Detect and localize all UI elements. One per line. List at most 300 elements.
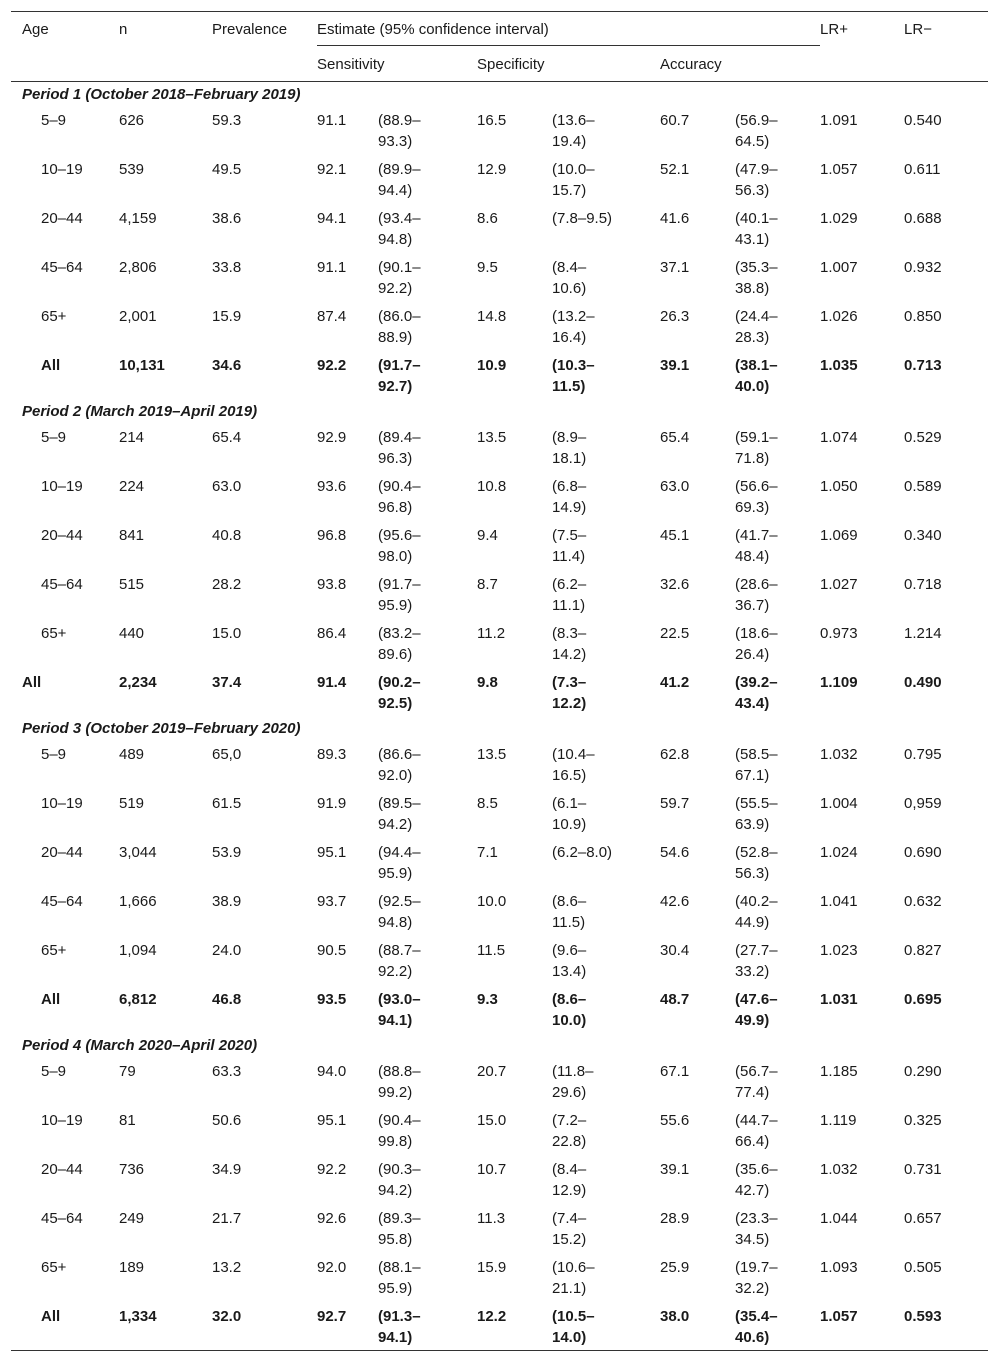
sens-ci-cell	[378, 203, 477, 252]
n-cell: 249	[119, 1210, 145, 1227]
prev-cell: 38.9	[212, 893, 242, 910]
ci-upper: 11.5)	[552, 378, 586, 395]
prev-cell: 50.6	[212, 1112, 242, 1129]
sens-cell: 91.4	[317, 674, 347, 691]
ci-upper: 34.5)	[735, 1231, 770, 1248]
lrn-cell: 0.695	[904, 991, 942, 1008]
n-cell: 539	[119, 161, 145, 178]
sens-cell: 93.8	[317, 576, 347, 593]
prev-cell: 34.6	[212, 357, 242, 374]
table-row	[11, 520, 988, 569]
ci-upper: 33.2)	[735, 963, 770, 980]
n-cell: 10,131	[119, 357, 165, 374]
age-cell: 20–44	[41, 1161, 83, 1178]
spec-cell: 10.0	[477, 893, 507, 910]
sens-cell: 92.2	[317, 357, 347, 374]
sens-ci-cell	[378, 1056, 477, 1105]
ci-upper: 88.9)	[378, 329, 413, 346]
period-header-row	[11, 1033, 988, 1056]
ci-upper: 44.9)	[735, 914, 770, 931]
ci-lower: (38.1–	[735, 357, 778, 374]
table-row	[11, 788, 988, 837]
sens-cell: 90.5	[317, 942, 347, 959]
ci-lower: (90.2–	[378, 674, 421, 691]
lrp-cell: 1.050	[820, 478, 858, 495]
col-header-sensitivity: Sensitivity	[317, 56, 385, 73]
lrp-cell: 1.074	[820, 429, 858, 446]
acc-ci-cell	[735, 471, 820, 520]
age-cell: All	[41, 991, 61, 1008]
table-row	[11, 886, 988, 935]
acc-cell: 22.5	[660, 625, 690, 642]
ci-upper: 96.3)	[378, 450, 413, 467]
ci-lower: (91.7–	[378, 576, 421, 593]
acc-ci-cell	[735, 1203, 820, 1252]
n-cell: 440	[119, 625, 145, 642]
n-cell: 224	[119, 478, 145, 495]
n-cell: 841	[119, 527, 145, 544]
sens-cell: 91.1	[317, 259, 347, 276]
ci-lower: (91.3–	[378, 1308, 421, 1325]
lrp-cell: 1.069	[820, 527, 858, 544]
ci-upper: 11.1)	[552, 597, 586, 614]
sens-cell: 87.4	[317, 308, 347, 325]
lrn-cell: 0.690	[904, 844, 942, 861]
period-label: Period 1 (October 2018–February 2019)	[22, 86, 301, 103]
age-cell: 5–9	[41, 1063, 67, 1080]
sens-ci-cell	[378, 350, 477, 399]
ci-lower: (89.9–	[378, 161, 421, 178]
table-row	[11, 471, 988, 520]
prev-cell: 32.0	[212, 1308, 242, 1325]
lrp-cell: 1.027	[820, 576, 858, 593]
table-row	[11, 984, 988, 1033]
sens-cell: 86.4	[317, 625, 347, 642]
ci-upper: 94.2)	[378, 816, 413, 833]
spec-cell: 11.5	[477, 942, 506, 959]
ci-upper: 92.2)	[378, 963, 413, 980]
table-row	[11, 1056, 988, 1105]
acc-ci-cell	[735, 520, 820, 569]
spec-ci-cell	[552, 154, 660, 203]
prev-cell: 38.6	[212, 210, 242, 227]
ci-upper: 92.5)	[378, 695, 413, 712]
age-cell: 10–19	[41, 1112, 83, 1129]
ci-upper: 42.7)	[735, 1182, 770, 1199]
col-header-n: n	[119, 21, 128, 38]
lrp-cell: 1.119	[820, 1112, 857, 1129]
col-header-age: Age	[22, 21, 49, 38]
n-cell: 1,094	[119, 942, 157, 959]
acc-cell: 39.1	[660, 1161, 690, 1178]
ci-lower: (52.8–	[735, 844, 778, 861]
sens-cell: 94.0	[317, 1063, 347, 1080]
table-row	[11, 301, 988, 350]
ci-upper: 94.1)	[378, 1012, 413, 1029]
spec-ci-cell	[552, 935, 660, 984]
age-cell: All	[41, 1308, 61, 1325]
ci-lower: (88.7–	[378, 942, 421, 959]
ci-lower: (89.5–	[378, 795, 421, 812]
ci-lower: (19.7–	[735, 1259, 778, 1276]
sens-cell: 92.9	[317, 429, 347, 446]
lrp-cell: 1.007	[820, 259, 858, 276]
ci-lower: (55.5–	[735, 795, 778, 812]
ci-upper: 40.6)	[735, 1329, 770, 1346]
acc-cell: 25.9	[660, 1259, 690, 1276]
lrp-cell: 0.973	[820, 625, 858, 642]
sens-ci-cell	[378, 301, 477, 350]
table-row	[11, 105, 988, 154]
acc-ci-cell	[735, 252, 820, 301]
lrp-cell: 1.109	[820, 674, 858, 691]
acc-cell: 30.4	[660, 942, 690, 959]
ci-lower: (90.3–	[378, 1161, 421, 1178]
ci-upper: 43.1)	[735, 231, 770, 248]
acc-ci-cell	[735, 618, 820, 667]
spec-ci-cell	[552, 203, 660, 252]
ci-lower: (59.1–	[735, 429, 778, 446]
sens-ci-cell	[378, 1154, 477, 1203]
n-cell: 736	[119, 1161, 145, 1178]
ci-upper: 10.0)	[552, 1012, 587, 1029]
table-row	[11, 350, 988, 399]
ci-lower: (92.5–	[378, 893, 421, 910]
sens-cell: 89.3	[317, 746, 347, 763]
spec-ci-cell	[552, 984, 660, 1033]
prev-cell: 49.5	[212, 161, 242, 178]
sens-ci-cell	[378, 471, 477, 520]
prev-cell: 65,0	[212, 746, 242, 763]
table-row	[11, 1252, 988, 1301]
table-row	[11, 1154, 988, 1203]
period-label: Period 2 (March 2019–April 2019)	[22, 403, 258, 420]
acc-cell: 48.7	[660, 991, 690, 1008]
n-cell: 489	[119, 746, 145, 763]
table-row	[11, 569, 988, 618]
table-row	[11, 422, 988, 471]
col-header-lr-neg: LR−	[904, 21, 932, 38]
spec-cell: 15.9	[477, 1259, 507, 1276]
ci-lower: (6.2–8.0)	[552, 844, 613, 861]
spec-ci-cell	[552, 471, 660, 520]
ci-lower: (8.6–	[552, 991, 587, 1008]
spec-ci-cell	[552, 520, 660, 569]
acc-ci-cell	[735, 422, 820, 471]
prev-cell: 28.2	[212, 576, 242, 593]
ci-lower: (90.4–	[378, 1112, 421, 1129]
n-cell: 1,334	[119, 1308, 157, 1325]
sens-ci-cell	[378, 154, 477, 203]
ci-upper: 43.4)	[735, 695, 770, 712]
age-cell: 5–9	[41, 746, 67, 763]
acc-cell: 32.6	[660, 576, 690, 593]
ci-lower: (35.3–	[735, 259, 778, 276]
ci-upper: 29.6)	[552, 1084, 587, 1101]
sens-cell: 95.1	[317, 844, 347, 861]
lrp-cell: 1.041	[820, 893, 858, 910]
n-cell: 2,234	[119, 674, 157, 691]
ci-upper: 95.9)	[378, 597, 413, 614]
ci-upper: 69.3)	[735, 499, 770, 516]
acc-cell: 63.0	[660, 478, 690, 495]
ci-lower: (90.1–	[378, 259, 421, 276]
age-cell: All	[22, 674, 42, 691]
period-header-row	[11, 716, 988, 739]
acc-ci-cell	[735, 154, 820, 203]
period-label: Period 4 (March 2020–April 2020)	[22, 1037, 258, 1054]
lrn-cell: 0.827	[904, 942, 942, 959]
ci-lower: (88.8–	[378, 1063, 421, 1080]
ci-lower: (41.7–	[735, 527, 778, 544]
spec-cell: 9.4	[477, 527, 498, 544]
sens-ci-cell	[378, 984, 477, 1033]
age-cell: 45–64	[41, 893, 83, 910]
ci-upper: 77.4)	[735, 1084, 770, 1101]
lrp-cell: 1.091	[820, 112, 858, 129]
ci-upper: 28.3)	[735, 329, 770, 346]
ci-lower: (35.6–	[735, 1161, 778, 1178]
results-table-container	[11, 11, 988, 1351]
lrp-cell: 1.032	[820, 1161, 858, 1178]
lrn-cell: 0.325	[904, 1112, 942, 1129]
ci-lower: (89.4–	[378, 429, 421, 446]
ci-lower: (56.7–	[735, 1063, 778, 1080]
acc-ci-cell	[735, 984, 820, 1033]
acc-cell: 54.6	[660, 844, 690, 861]
lrp-cell: 1.035	[820, 357, 858, 374]
ci-lower: (18.6–	[735, 625, 778, 642]
acc-ci-cell	[735, 569, 820, 618]
acc-cell: 45.1	[660, 527, 690, 544]
acc-cell: 28.9	[660, 1210, 690, 1227]
spec-cell: 20.7	[477, 1063, 507, 1080]
age-cell: 65+	[41, 625, 67, 642]
acc-ci-cell	[735, 1252, 820, 1301]
ci-lower: (8.6–	[552, 893, 587, 910]
spec-ci-cell	[552, 667, 660, 716]
lrn-cell: 0.593	[904, 1308, 942, 1325]
acc-cell: 55.6	[660, 1112, 690, 1129]
n-cell: 515	[119, 576, 145, 593]
age-cell: All	[41, 357, 61, 374]
ci-lower: (90.4–	[378, 478, 421, 495]
ci-lower: (10.6–	[552, 1259, 595, 1276]
acc-cell: 52.1	[660, 161, 690, 178]
table-row	[11, 203, 988, 252]
ci-lower: (83.2–	[378, 625, 421, 642]
spec-cell: 15.0	[477, 1112, 507, 1129]
age-cell: 45–64	[41, 1210, 83, 1227]
ci-upper: 94.1)	[378, 1329, 413, 1346]
n-cell: 79	[119, 1063, 136, 1080]
spec-ci-cell	[552, 1203, 660, 1252]
table-row	[11, 837, 988, 886]
ci-lower: (7.5–	[552, 527, 587, 544]
lrn-cell: 0.731	[904, 1161, 942, 1178]
lrp-cell: 1.057	[820, 1308, 858, 1325]
ci-lower: (7.2–	[552, 1112, 587, 1129]
results-table	[11, 11, 988, 1351]
acc-ci-cell	[735, 105, 820, 154]
ci-lower: (39.2–	[735, 674, 778, 691]
ci-lower: (93.0–	[378, 991, 421, 1008]
lrn-cell: 0.657	[904, 1210, 942, 1227]
sens-cell: 92.7	[317, 1308, 347, 1325]
acc-cell: 59.7	[660, 795, 690, 812]
ci-upper: 71.8)	[735, 450, 770, 467]
spec-ci-cell	[552, 739, 660, 788]
ci-upper: 99.2)	[378, 1084, 413, 1101]
table-row	[11, 1301, 988, 1351]
ci-lower: (13.6–	[552, 112, 595, 129]
sens-ci-cell	[378, 1252, 477, 1301]
ci-upper: 92.7)	[378, 378, 413, 395]
ci-lower: (10.3–	[552, 357, 595, 374]
prev-cell: 15.0	[212, 625, 242, 642]
age-cell: 10–19	[41, 478, 83, 495]
sens-ci-cell	[378, 739, 477, 788]
spec-cell: 8.5	[477, 795, 498, 812]
prev-cell: 37.4	[212, 674, 242, 691]
lrn-cell: 0.589	[904, 478, 942, 495]
prev-cell: 61.5	[212, 795, 242, 812]
prev-cell: 34.9	[212, 1161, 242, 1178]
spec-cell: 12.2	[477, 1308, 507, 1325]
sens-ci-cell	[378, 105, 477, 154]
spec-cell: 9.8	[477, 674, 498, 691]
age-cell: 65+	[41, 1259, 67, 1276]
lrp-cell: 1.057	[820, 161, 858, 178]
acc-ci-cell	[735, 1105, 820, 1154]
ci-upper: 96.8)	[378, 499, 413, 516]
ci-upper: 21.1)	[552, 1280, 587, 1297]
sens-cell: 91.1	[317, 112, 347, 129]
spec-cell: 9.3	[477, 991, 498, 1008]
ci-upper: 38.8)	[735, 280, 770, 297]
spec-cell: 8.6	[477, 210, 498, 227]
sens-ci-cell	[378, 618, 477, 667]
acc-cell: 37.1	[660, 259, 690, 276]
ci-lower: (58.5–	[735, 746, 778, 763]
ci-upper: 16.4)	[552, 329, 587, 346]
n-cell: 4,159	[119, 210, 157, 227]
ci-upper: 67.1)	[735, 767, 770, 784]
sens-cell: 93.7	[317, 893, 347, 910]
ci-lower: (35.4–	[735, 1308, 778, 1325]
table-row	[11, 1105, 988, 1154]
ci-lower: (47.9–	[735, 161, 778, 178]
ci-lower: (10.4–	[552, 746, 595, 763]
ci-upper: 22.8)	[552, 1133, 587, 1150]
ci-lower: (40.2–	[735, 893, 778, 910]
n-cell: 2,806	[119, 259, 157, 276]
table-row	[11, 739, 988, 788]
spec-ci-cell	[552, 422, 660, 471]
age-cell: 20–44	[41, 210, 83, 227]
ci-lower: (7.4–	[552, 1210, 587, 1227]
ci-lower: (95.6–	[378, 527, 421, 544]
table-row	[11, 618, 988, 667]
ci-lower: (93.4–	[378, 210, 421, 227]
lrp-cell: 1.024	[820, 844, 858, 861]
ci-upper: 12.2)	[552, 695, 587, 712]
prev-cell: 65.4	[212, 429, 242, 446]
lrp-cell: 1.026	[820, 308, 858, 325]
period-label: Period 3 (October 2019–February 2020)	[22, 720, 301, 737]
prev-cell: 63.3	[212, 1063, 242, 1080]
ci-upper: 40.0)	[735, 378, 770, 395]
lrn-cell: 0.718	[904, 576, 942, 593]
ci-upper: 12.9)	[552, 1182, 587, 1199]
acc-ci-cell	[735, 203, 820, 252]
ci-lower: (10.5–	[552, 1308, 595, 1325]
age-cell: 20–44	[41, 844, 83, 861]
acc-ci-cell	[735, 1056, 820, 1105]
spec-ci-cell	[552, 1154, 660, 1203]
spec-cell: 16.5	[477, 112, 507, 129]
spec-ci-cell	[552, 1252, 660, 1301]
acc-ci-cell	[735, 739, 820, 788]
sens-cell: 92.6	[317, 1210, 347, 1227]
ci-lower: (94.4–	[378, 844, 421, 861]
lrn-cell: 0.932	[904, 259, 942, 276]
sens-cell: 93.5	[317, 991, 347, 1008]
spec-cell: 11.2	[477, 625, 506, 642]
spec-ci-cell	[552, 350, 660, 399]
ci-lower: (91.7–	[378, 357, 421, 374]
age-cell: 45–64	[41, 576, 83, 593]
spec-ci-cell	[552, 788, 660, 837]
ci-upper: 93.3)	[378, 133, 413, 150]
spec-cell: 10.7	[477, 1161, 507, 1178]
ci-upper: 95.8)	[378, 1231, 413, 1248]
lrn-cell: 0.505	[904, 1259, 942, 1276]
n-cell: 1,666	[119, 893, 157, 910]
sens-cell: 95.1	[317, 1112, 347, 1129]
age-cell: 65+	[41, 308, 67, 325]
ci-upper: 10.9)	[552, 816, 587, 833]
ci-lower: (24.4–	[735, 308, 778, 325]
acc-cell: 38.0	[660, 1308, 690, 1325]
lrp-cell: 1.029	[820, 210, 858, 227]
ci-upper: 18.1)	[552, 450, 587, 467]
acc-cell: 65.4	[660, 429, 690, 446]
lrn-cell: 0,959	[904, 795, 942, 812]
prev-cell: 46.8	[212, 991, 242, 1008]
header-row-1	[11, 12, 988, 41]
table-row	[11, 935, 988, 984]
ci-lower: (9.6–	[552, 942, 587, 959]
lrp-cell: 1.044	[820, 1210, 858, 1227]
acc-ci-cell	[735, 886, 820, 935]
n-cell: 214	[119, 429, 145, 446]
ci-upper: 13.4)	[552, 963, 587, 980]
acc-ci-cell	[735, 667, 820, 716]
lrn-cell: 0.529	[904, 429, 942, 446]
prev-cell: 13.2	[212, 1259, 242, 1276]
ci-upper: 36.7)	[735, 597, 770, 614]
sens-ci-cell	[378, 935, 477, 984]
spec-ci-cell	[552, 1056, 660, 1105]
sens-ci-cell	[378, 667, 477, 716]
ci-lower: (6.1–	[552, 795, 587, 812]
sens-ci-cell	[378, 1105, 477, 1154]
ci-upper: 95.9)	[378, 865, 413, 882]
spec-cell: 7.1	[477, 844, 498, 861]
spec-ci-cell	[552, 886, 660, 935]
spec-ci-cell	[552, 569, 660, 618]
